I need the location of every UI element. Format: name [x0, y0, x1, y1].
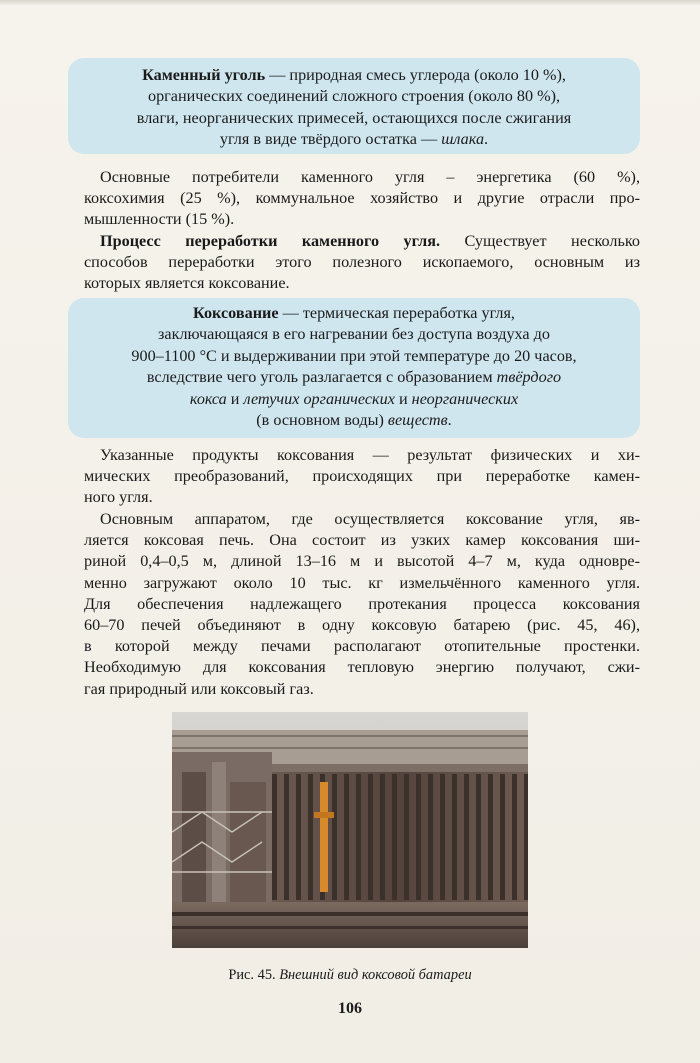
battery-column — [308, 774, 313, 900]
paragraph-line: гая природный или коксовый газ. — [84, 679, 314, 698]
definition-text: вследствие чего уголь разлагается с образованием — [146, 368, 497, 387]
battery-column — [296, 774, 301, 900]
battery-column — [392, 774, 397, 900]
definition-line — [68, 65, 640, 86]
definition-line: влаги, неорганических примесей, остающихся после сжигания — [136, 108, 572, 127]
coke-battery-photo — [172, 712, 528, 948]
definition-text: — природная смесь углерода (около 10 %), — [265, 66, 566, 84]
battery-column — [488, 774, 493, 900]
paragraph-line: Основным аппаратом, где осуществляется коксование угля, яв- — [100, 510, 640, 528]
battery-column — [476, 774, 481, 900]
paragraph-consumers — [84, 167, 640, 231]
figure-caption — [0, 966, 700, 984]
page-top-edge — [0, 0, 700, 6]
battery-column — [284, 774, 289, 900]
paragraph-line: мышленности (15 %). — [84, 210, 235, 229]
paragraph-products — [84, 445, 640, 509]
battery-column — [512, 774, 517, 900]
definition-box-coal — [68, 58, 640, 154]
paragraph-line: менно загружают около 10 тыс. кг измельчённого каменного угля. — [84, 573, 640, 592]
definition-term: Каменный уголь — [142, 66, 266, 84]
definition-line: 900–1100 °С и выдерживании при этой температуре до 20 часов, — [131, 346, 577, 365]
paragraph-line: 60–70 печей объединяют в одну коксовую батарею (рис. 45, 46), — [84, 616, 640, 635]
definition-box-coking — [68, 298, 640, 438]
paragraph-line: способов переработки этого полезного ископаемого, основным из — [84, 253, 640, 272]
battery-column — [368, 774, 373, 900]
paragraph-line: мических преобразований, происходящих при переработке камен- — [84, 467, 640, 486]
battery-column — [380, 774, 385, 900]
paragraph-line: ного угля. — [84, 488, 153, 507]
definition-text: и — [394, 389, 412, 408]
italic-term: летучих органических — [243, 389, 395, 408]
italic-term: твёрдого — [496, 368, 562, 387]
battery-column — [356, 774, 361, 900]
italic-term: кокса — [189, 389, 227, 408]
battery-column — [464, 774, 469, 900]
battery-column — [524, 774, 528, 900]
paragraph-heading: Процесс переработки каменного угля. — [100, 232, 441, 250]
page-number: 106 — [338, 1000, 362, 1017]
paragraph-line: Основные потребители каменного угля – энергетика (60 %), — [100, 168, 640, 186]
paragraph-line: в которой между печами располагают отопительные простенки. — [84, 637, 640, 656]
definition-line — [68, 389, 640, 410]
caption-title: Внешний вид коксовой батареи — [279, 967, 472, 983]
battery-column — [428, 774, 433, 900]
battery-column — [452, 774, 457, 900]
definition-term: Коксование — [193, 304, 279, 322]
definition-text: — термическая переработка угля, — [278, 304, 515, 322]
definition-text: . — [447, 411, 452, 430]
paragraph-line: риной 0,4–0,5 м, длиной 13–16 м и высотой 4–7 м, куда одновре- — [84, 552, 640, 571]
paragraph-line: Для обеспечения надлежащего протекания процесса коксования — [84, 594, 640, 613]
definition-text: (в основном воды) — [256, 411, 388, 430]
paragraph-line: Указанные продукты коксования — результат физических и хи- — [100, 446, 640, 464]
paragraph-line: которых является коксование. — [84, 274, 290, 293]
battery-column — [272, 774, 277, 900]
caption-label: Рис. 45. — [228, 967, 280, 983]
paragraph-text: Существует несколько — [440, 232, 640, 250]
battery-column — [404, 774, 409, 900]
paragraph-processing — [84, 231, 640, 295]
definition-line — [68, 129, 640, 150]
paragraph-line: ляется коксовая печь. Она состоит из узких камер коксования ши- — [84, 531, 640, 550]
definition-line: органических соединений сложного строения (около 80 %), — [147, 87, 561, 106]
battery-column — [500, 774, 505, 900]
definition-text: угля в виде твёрдого остатка — — [219, 130, 442, 149]
coke-battery-illustration — [172, 712, 528, 948]
definition-line — [68, 367, 640, 388]
battery-column — [344, 774, 349, 900]
italic-term: неорганических — [411, 389, 519, 408]
battery-column — [416, 774, 421, 900]
definition-line: заключающаяся в его нагревании без доступа воздуха до — [158, 325, 550, 344]
definition-text: и — [226, 389, 244, 408]
paragraph-coke-oven — [84, 509, 640, 700]
definition-line — [68, 303, 640, 324]
definition-text: . — [484, 130, 489, 149]
definition-line — [68, 410, 640, 431]
paragraph-line: коксохимия (25 %), коммунальное хозяйство и другие отрасли про- — [84, 189, 640, 208]
italic-term: веществ — [387, 411, 448, 430]
battery-column — [332, 774, 337, 900]
battery-column — [440, 774, 445, 900]
paragraph-line — [84, 231, 640, 252]
paragraph-line: Необходимую для коксования тепловую энергию получают, сжи- — [84, 658, 640, 677]
italic-term: шлака — [441, 130, 485, 149]
